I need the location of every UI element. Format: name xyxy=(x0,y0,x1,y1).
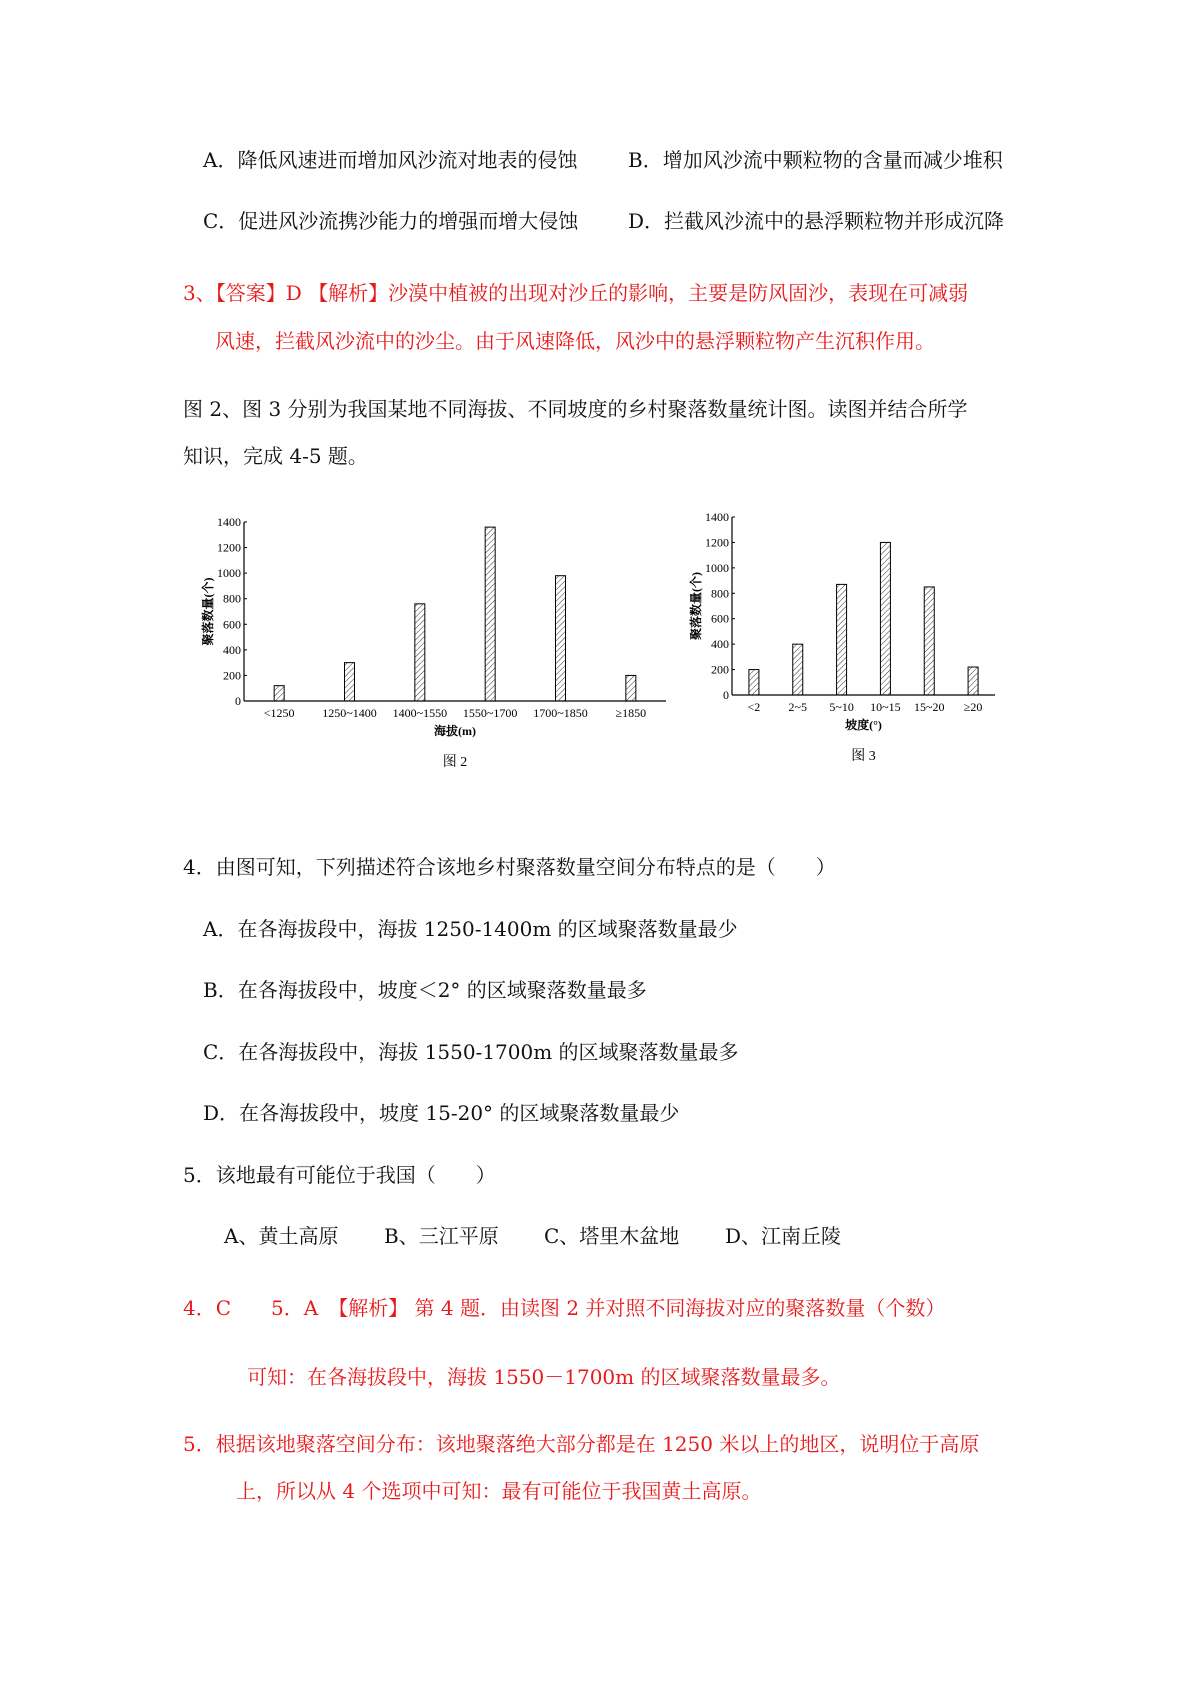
answers-line1: 4．C 5．A 【解析】 第 4 题．由读图 2 并对照不同海拔对应的聚落数量（个数） xyxy=(183,1296,946,1320)
q5-option-b: B、三江平原 xyxy=(384,1224,499,1248)
x-tick-label: 1400~1550 xyxy=(392,706,448,720)
y-tick-label: 1400 xyxy=(217,515,241,529)
q3-answer-line1: 3、【答案】D 【解析】沙漠中植被的出现对沙丘的影响，主要是防风固沙，表现在可减弱 xyxy=(183,281,969,305)
y-axis-label: 聚落数量(个) xyxy=(201,577,215,646)
bar xyxy=(837,584,847,695)
answers-line2: 可知：在各海拔段中，海拔 1550－1700m 的区域聚落数量最多。 xyxy=(247,1365,841,1389)
q3-option-b: B．增加风沙流中颗粒物的含量而减少堆积 xyxy=(628,148,1003,172)
bar xyxy=(749,670,759,695)
y-tick-label: 800 xyxy=(223,591,241,606)
q3-option-d: D．拦截风沙流中的悬浮颗粒物并形成沉降 xyxy=(628,209,1005,233)
x-axis-label: 坡度(°) xyxy=(845,718,882,732)
x-tick-label: ≥20 xyxy=(963,700,983,714)
q4-option-b: B．在各海拔段中，坡度＜2° 的区域聚落数量最多 xyxy=(203,978,647,1002)
answers-line3: 5．根据该地聚落空间分布：该地聚落绝大部分都是在 1250 米以上的地区，说明位于高原 xyxy=(183,1432,980,1456)
bar xyxy=(556,576,566,701)
x-axis-label: 海拔(m) xyxy=(434,724,476,738)
x-tick-label: <2 xyxy=(747,700,761,714)
bar xyxy=(968,667,978,695)
bar xyxy=(924,587,934,695)
y-tick-label: 0 xyxy=(235,694,241,708)
q5-option-d: D、江南丘陵 xyxy=(725,1224,842,1248)
q4-option-c: C．在各海拔段中，海拔 1550-1700m 的区域聚落数量最多 xyxy=(203,1040,739,1064)
chart-title: 图 3 xyxy=(851,749,876,764)
y-axis-label: 聚落数量(个) xyxy=(689,572,703,640)
x-tick-label: 1700~1850 xyxy=(533,706,588,720)
q5-option-c: C、塔里木盆地 xyxy=(544,1224,680,1248)
answers-line4: 上，所以从 4 个选项中可知：最有可能位于我国黄土高原。 xyxy=(236,1479,762,1503)
bar xyxy=(274,686,284,701)
y-tick-label: 200 xyxy=(223,668,241,683)
x-tick-label: ≥1850 xyxy=(615,706,647,720)
chart-fig3 xyxy=(670,505,1020,775)
intro-line2: 知识，完成 4-5 题。 xyxy=(183,444,368,468)
y-tick-label: 200 xyxy=(711,662,729,677)
x-tick-label: 1250~1400 xyxy=(322,706,377,720)
x-tick-label: 2~5 xyxy=(788,700,807,714)
x-tick-label: <1250 xyxy=(263,706,295,720)
q5-stem: 5．该地最有可能位于我国（ ） xyxy=(183,1163,496,1187)
q4-option-a: A．在各海拔段中，海拔 1250-1400m 的区域聚落数量最少 xyxy=(203,917,738,941)
bar xyxy=(345,663,355,701)
x-tick-label: 15~20 xyxy=(914,700,945,714)
y-tick-label: 0 xyxy=(723,688,729,702)
y-tick-label: 1200 xyxy=(705,535,729,550)
bar xyxy=(880,542,890,695)
chart-title: 图 2 xyxy=(442,755,468,770)
x-tick-label: 10~15 xyxy=(870,700,901,714)
y-tick-label: 600 xyxy=(223,617,241,632)
y-tick-label: 600 xyxy=(711,611,729,626)
y-tick-label: 1000 xyxy=(217,566,241,581)
y-tick-label: 400 xyxy=(223,642,241,657)
bar xyxy=(485,527,495,701)
intro-line1: 图 2、图 3 分别为我国某地不同海拔、不同坡度的乡村聚落数量统计图。读图并结合所学 xyxy=(183,397,968,421)
y-tick-label: 800 xyxy=(711,586,729,601)
y-tick-label: 400 xyxy=(711,637,729,652)
q4-stem: 4．由图可知，下列描述符合该地乡村聚落数量空间分布特点的是（ ） xyxy=(183,855,836,879)
q5-option-a: A、黄土高原 xyxy=(224,1224,339,1248)
y-tick-label: 1200 xyxy=(217,540,241,555)
x-tick-label: 1550~1700 xyxy=(462,706,518,720)
q3-answer-line2: 风速，拦截风沙流中的沙尘。由于风速降低，风沙中的悬浮颗粒物产生沉积作用。 xyxy=(215,329,935,353)
x-tick-label: 5~10 xyxy=(829,700,854,714)
y-tick-label: 1400 xyxy=(705,510,729,524)
bar xyxy=(793,644,803,695)
y-tick-label: 1000 xyxy=(705,560,729,575)
bar xyxy=(415,604,425,701)
q3-option-c: C．促进风沙流携沙能力的增强而增大侵蚀 xyxy=(203,209,579,233)
bar xyxy=(626,675,636,701)
chart-fig2 xyxy=(200,510,670,780)
q3-option-a: A．降低风速进而增加风沙流对地表的侵蚀 xyxy=(203,148,578,172)
q4-option-d: D．在各海拔段中，坡度 15-20° 的区域聚落数量最少 xyxy=(203,1101,680,1125)
